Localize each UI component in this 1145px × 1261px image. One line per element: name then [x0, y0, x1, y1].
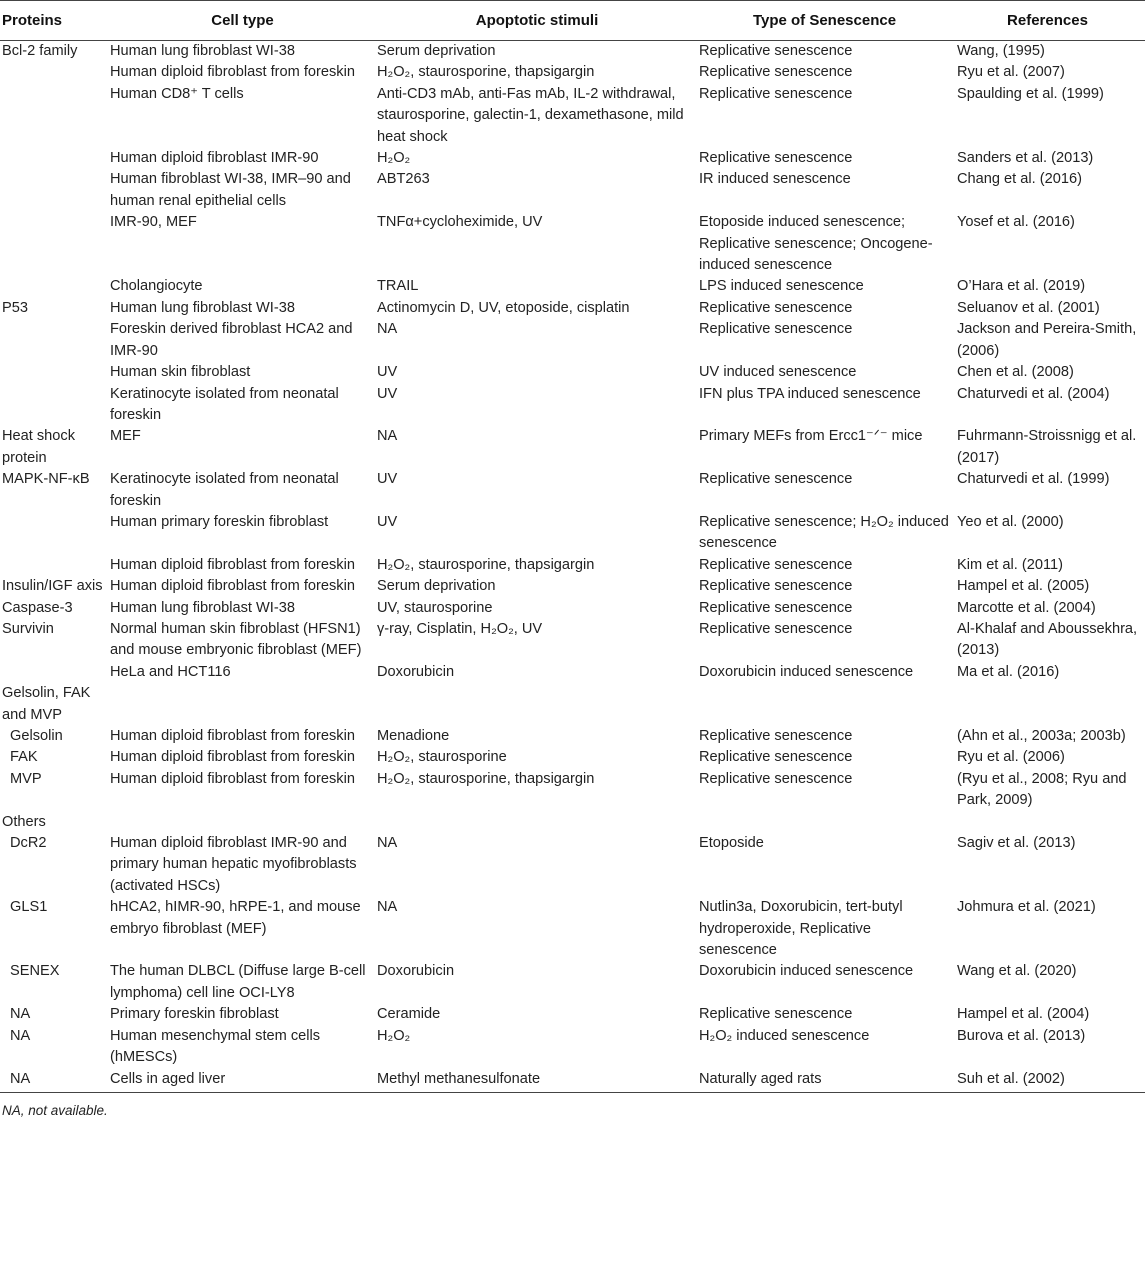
cell-cell-type: Human CD8⁺ T cells	[110, 85, 244, 102]
cell-reference: Chaturvedi et al. (2004)	[957, 385, 1110, 402]
cell-stimuli: UV	[377, 385, 398, 402]
cell-protein: DcR2	[10, 835, 47, 852]
cell-cell-type: Human diploid fibroblast from foreskin	[110, 728, 355, 744]
cell-senescence: LPS induced senescence	[699, 278, 864, 295]
cell-protein	[0, 384, 110, 427]
cell-senescence: Replicative senescence	[699, 599, 853, 616]
cell-senescence: Replicative senescence	[699, 1006, 853, 1023]
cell-cell-type: Foreskin derived fibroblast HCA2 and IMR-90	[110, 321, 353, 359]
cell-stimuli: H₂O₂, staurosporine	[377, 749, 507, 766]
table-row	[0, 469, 1145, 512]
cell-cell-type: Human diploid fibroblast from foreskin	[110, 578, 355, 595]
cell-senescence: Etoposide induced senescence; Replicative senescence; Oncogene-induced senescence	[699, 214, 933, 274]
cell-protein	[0, 362, 110, 383]
cell-stimuli: Methyl methanesulfonate	[375, 1069, 699, 1093]
cell-protein	[0, 62, 110, 83]
cell-stimuli	[375, 812, 699, 833]
table-row	[0, 619, 1145, 662]
cell-senescence: IFN plus TPA induced senescence	[699, 385, 921, 402]
cell-senescence: IR induced senescence	[699, 171, 851, 188]
cell-protein	[0, 555, 110, 576]
cell-senescence: Replicative senescence	[699, 321, 853, 338]
table-row	[0, 212, 1145, 276]
cell-stimuli: TNFα+cycloheximide, UV	[377, 214, 543, 231]
cell-stimuli: Ceramide	[377, 1006, 441, 1023]
table-body	[0, 41, 1145, 1093]
cell-stimuli: Anti-CD3 mAb, anti-Fas mAb, IL-2 withdrawal, staurosporine, galectin-1, dexamethasone, mild heat shock	[377, 85, 684, 145]
cell-stimuli: ABT263	[377, 171, 430, 188]
table-row	[0, 384, 1145, 427]
table-row	[0, 961, 1145, 1004]
table-header	[0, 1, 1145, 41]
cell-protein: Gelsolin	[10, 728, 63, 744]
cell-stimuli: H₂O₂, staurosporine, thapsigargin	[377, 64, 595, 81]
cell-protein: Survivin	[2, 620, 54, 637]
cell-cell-type: Human diploid fibroblast from foreskin	[110, 64, 355, 81]
cell-protein: NA	[10, 1006, 31, 1023]
cell-protein	[0, 148, 110, 169]
cell-stimuli: Serum deprivation	[377, 578, 496, 595]
cell-stimuli	[375, 683, 699, 726]
cell-protein: GLS1	[10, 899, 48, 916]
cell-cell-type: hHCA2, hIMR-90, hRPE-1, and mouse embryo fibroblast (MEF)	[110, 899, 361, 937]
cell-reference: Fuhrmann-Stroissnigg et al. (2017)	[957, 428, 1137, 466]
cell-senescence: Replicative senescence	[699, 749, 853, 766]
cell-cell-type: Cells in aged liver	[110, 1069, 375, 1093]
cell-reference: Sagiv et al. (2013)	[957, 835, 1076, 852]
cell-reference: Wang, (1995)	[957, 43, 1045, 59]
cell-protein: Insulin/IGF axis	[2, 578, 103, 595]
cell-cell-type: Human lung fibroblast WI-38	[110, 299, 295, 316]
cell-reference: Ma et al. (2016)	[957, 663, 1060, 680]
cell-senescence: Replicative senescence	[699, 620, 853, 637]
cell-reference: Hampel et al. (2005)	[957, 578, 1090, 595]
cell-protein	[0, 84, 110, 148]
cell-reference: Ryu et al. (2007)	[957, 64, 1065, 81]
cell-cell-type: Human mesenchymal stem cells (hMESCs)	[110, 1027, 321, 1066]
cell-senescence	[699, 812, 950, 833]
cell-stimuli: TRAIL	[377, 278, 419, 295]
cell-reference	[950, 683, 1145, 726]
table-row	[0, 1026, 1145, 1069]
cell-cell-type: Human diploid fibroblast from foreskin	[110, 556, 355, 573]
cell-reference: Yosef et al. (2016)	[957, 214, 1075, 231]
cell-reference: Burova et al. (2013)	[957, 1027, 1086, 1044]
cell-stimuli: Actinomycin D, UV, etoposide, cisplatin	[377, 299, 630, 316]
table-row	[0, 512, 1145, 555]
table-row	[0, 683, 1145, 726]
cell-reference: Ryu et al. (2006)	[957, 749, 1065, 766]
cell-stimuli: NA	[377, 428, 398, 445]
cell-protein	[0, 169, 110, 212]
cell-reference: Chen et al. (2008)	[957, 364, 1074, 381]
cell-stimuli: UV	[377, 471, 398, 488]
table-row	[0, 812, 1145, 833]
cell-cell-type: Human diploid fibroblast from foreskin	[110, 749, 355, 766]
cell-cell-type: Primary foreskin fibroblast	[110, 1006, 279, 1023]
cell-stimuli: Serum deprivation	[377, 43, 496, 59]
cell-senescence: Replicative senescence	[699, 471, 853, 488]
header-stimuli: Apoptotic stimuli	[375, 1, 699, 41]
cell-stimuli: Doxorubicin	[377, 963, 455, 980]
cell-senescence: Primary MEFs from Ercc1⁻ᐟ⁻ mice	[699, 428, 923, 445]
table-row	[0, 598, 1145, 619]
table-row	[0, 769, 1145, 812]
cell-senescence: Replicative senescence	[699, 85, 853, 102]
cell-cell-type: Human skin fibroblast	[110, 364, 251, 381]
table-row	[0, 148, 1145, 169]
cell-stimuli: NA	[377, 899, 398, 916]
cell-stimuli: H₂O₂, staurosporine, thapsigargin	[377, 770, 595, 787]
table-row	[0, 426, 1145, 469]
cell-reference: Seluanov et al. (2001)	[957, 299, 1100, 316]
cell-reference: Chaturvedi et al. (1999)	[957, 471, 1110, 488]
cell-cell-type: Human diploid fibroblast IMR-90	[110, 150, 319, 167]
cell-senescence: Replicative senescence; H₂O₂ induced senescence	[699, 513, 949, 552]
cell-cell-type	[110, 812, 375, 833]
cell-senescence: Etoposide	[699, 835, 764, 852]
cell-protein: MAPK-NF-κB	[2, 471, 90, 488]
footnote: NA, not available.	[2, 1102, 108, 1118]
table-row	[0, 897, 1145, 961]
cell-reference	[950, 812, 1145, 833]
cell-reference: Chang et al. (2016)	[957, 171, 1082, 188]
cell-cell-type: MEF	[110, 428, 141, 445]
cell-cell-type: Human diploid fibroblast from foreskin	[110, 770, 355, 787]
cell-protein: SENEX	[10, 963, 60, 980]
cell-stimuli: UV, staurosporine	[377, 599, 493, 616]
table-row	[0, 726, 1145, 747]
table-row	[0, 41, 1145, 63]
cell-reference: Johmura et al. (2021)	[957, 899, 1096, 916]
cell-cell-type: Human fibroblast WI-38, IMR–90 and human renal epithelial cells	[110, 171, 351, 209]
cell-cell-type: IMR-90, MEF	[110, 214, 197, 231]
cell-cell-type: Keratinocyte isolated from neonatal foreskin	[110, 471, 339, 509]
cell-protein: Heat shock protein	[2, 428, 76, 466]
cell-senescence: Replicative senescence	[699, 299, 853, 316]
cell-protein: Others	[2, 813, 46, 830]
cell-cell-type: Keratinocyte isolated from neonatal foreskin	[110, 385, 339, 423]
cell-senescence: Replicative senescence	[699, 150, 853, 167]
cell-reference: Al-Khalaf and Aboussekhra, (2013)	[957, 620, 1138, 659]
table-row	[0, 298, 1145, 319]
cell-reference: Hampel et al. (2004)	[957, 1006, 1090, 1023]
cell-senescence: Replicative senescence	[699, 64, 853, 81]
cell-stimuli: H₂O₂	[377, 1027, 411, 1044]
cell-senescence: Replicative senescence	[699, 556, 853, 573]
cell-stimuli: NA	[377, 835, 398, 852]
cell-reference: Sanders et al. (2013)	[957, 150, 1094, 167]
cell-protein: P53	[2, 299, 28, 316]
table-row	[0, 555, 1145, 576]
table-row	[0, 833, 1145, 897]
table-row	[0, 747, 1145, 768]
cell-stimuli: Doxorubicin	[377, 663, 455, 680]
cell-protein: Gelsolin, FAK and MVP	[2, 685, 91, 723]
cell-senescence: Nutlin3a, Doxorubicin, tert-butyl hydroperoxide, Replicative senescence	[699, 899, 903, 959]
table-row	[0, 576, 1145, 597]
cell-cell-type: Cholangiocyte	[110, 278, 203, 295]
header-proteins: Proteins	[0, 1, 110, 41]
cell-protein	[0, 512, 110, 555]
cell-reference: Yeo et al. (2000)	[957, 513, 1064, 530]
cell-senescence: UV induced senescence	[699, 364, 857, 381]
table-row	[0, 84, 1145, 148]
header-references: References	[950, 1, 1145, 41]
cell-stimuli: H₂O₂	[377, 150, 411, 167]
cell-reference: Spaulding et al. (1999)	[957, 85, 1104, 102]
cell-protein: FAK	[10, 749, 38, 766]
cell-senescence: Naturally aged rats	[699, 1069, 950, 1093]
cell-protein	[0, 212, 110, 276]
cell-senescence: Replicative senescence	[699, 770, 853, 787]
table-row	[0, 276, 1145, 297]
cell-senescence: H₂O₂ induced senescence	[699, 1027, 870, 1044]
header-senescence: Type of Senescence	[699, 1, 950, 41]
cell-reference: O’Hara et al. (2019)	[957, 278, 1086, 295]
table-row	[0, 1069, 1145, 1093]
cell-protein: Bcl-2 family	[2, 43, 78, 59]
cell-stimuli: UV	[377, 364, 398, 381]
cell-protein	[0, 662, 110, 683]
cell-protein: Caspase-3	[2, 599, 73, 616]
cell-stimuli: UV	[377, 513, 398, 530]
cell-cell-type: HeLa and HCT116	[110, 663, 231, 680]
table-row	[0, 1004, 1145, 1025]
table-row	[0, 319, 1145, 362]
cell-reference: Suh et al. (2002)	[950, 1069, 1145, 1093]
table-row	[0, 662, 1145, 683]
cell-cell-type: Human lung fibroblast WI-38	[110, 43, 295, 59]
cell-cell-type: Human primary foreskin fibroblast	[110, 513, 329, 530]
cell-senescence: Replicative senescence	[699, 43, 853, 59]
table-row	[0, 62, 1145, 83]
cell-protein: NA	[0, 1069, 110, 1093]
cell-senescence: Replicative senescence	[699, 728, 853, 744]
table-row	[0, 362, 1145, 383]
cell-protein: NA	[10, 1027, 31, 1044]
cell-cell-type: The human DLBCL (Diffuse large B-cell lymphoma) cell line OCI-LY8	[110, 963, 366, 1001]
cell-reference: Marcotte et al. (2004)	[957, 599, 1096, 616]
cell-stimuli: Menadione	[377, 728, 450, 744]
cell-reference: (Ahn et al., 2003a; 2003b)	[957, 728, 1126, 744]
cell-protein	[0, 319, 110, 362]
cell-reference: Wang et al. (2020)	[957, 963, 1077, 980]
cell-senescence: Doxorubicin induced senescence	[699, 963, 914, 980]
cell-protein	[0, 276, 110, 297]
cell-stimuli: γ-ray, Cisplatin, H₂O₂, UV	[377, 620, 543, 637]
cell-reference: Kim et al. (2011)	[957, 556, 1063, 573]
header-cell-type: Cell type	[110, 1, 375, 41]
cell-cell-type	[110, 683, 375, 726]
cell-reference: Jackson and Pereira-Smith, (2006)	[957, 321, 1137, 359]
cell-cell-type: Normal human skin fibroblast (HFSN1) and mouse embryonic fibroblast (MEF)	[110, 620, 362, 659]
cell-stimuli: NA	[377, 321, 398, 338]
cell-cell-type: Human diploid fibroblast IMR-90 and primary human hepatic myofibroblasts (activated HSCs)	[110, 835, 357, 894]
cell-senescence: Doxorubicin induced senescence	[699, 663, 914, 680]
cell-cell-type: Human lung fibroblast WI-38	[110, 599, 295, 616]
cell-stimuli: H₂O₂, staurosporine, thapsigargin	[377, 556, 595, 573]
cell-reference: (Ryu et al., 2008; Ryu and Park, 2009)	[957, 770, 1127, 809]
cell-senescence: Replicative senescence	[699, 578, 853, 595]
cell-protein: MVP	[10, 770, 42, 787]
table-row	[0, 169, 1145, 212]
cell-senescence	[699, 683, 950, 726]
